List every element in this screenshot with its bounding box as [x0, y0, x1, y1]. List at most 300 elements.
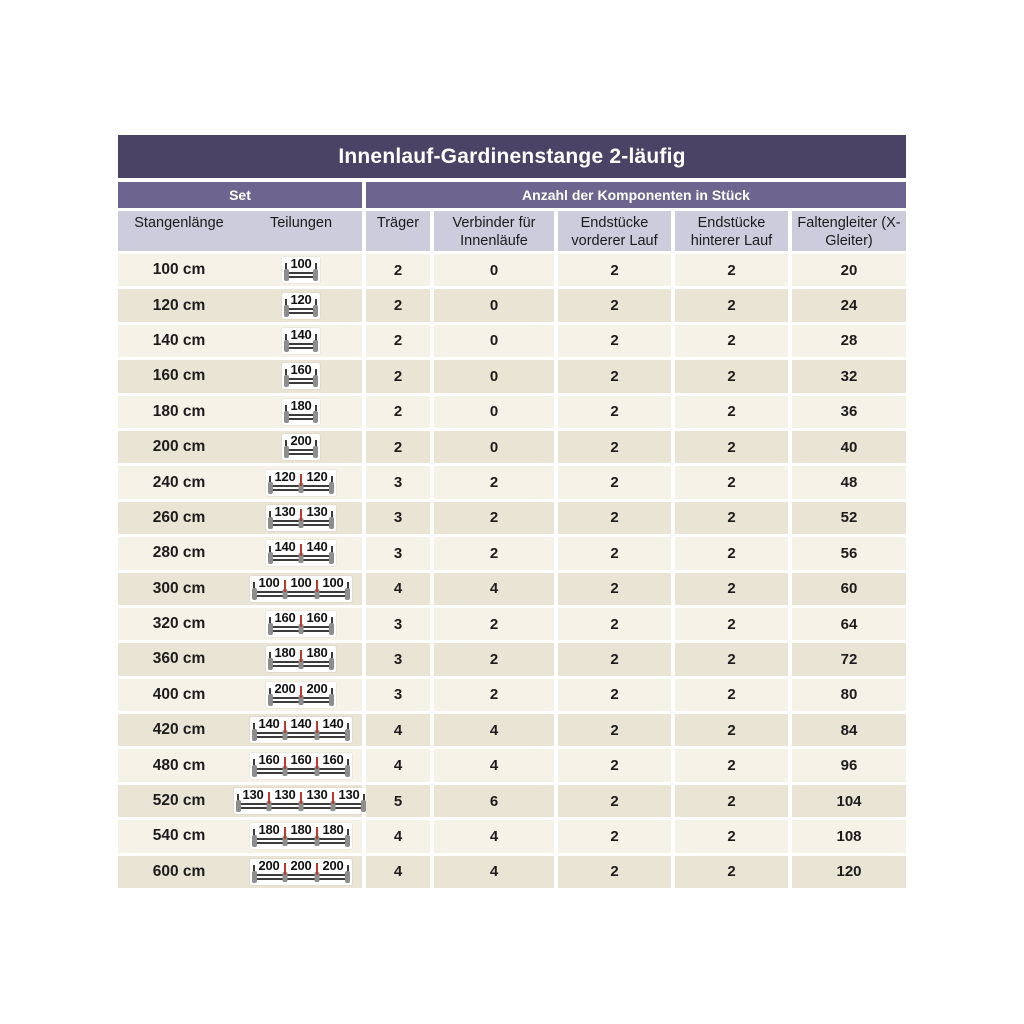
segment-length: 130 — [274, 503, 296, 519]
product-table — [118, 135, 906, 888]
rod-length-label: 400 cm — [152, 685, 206, 703]
divisions-cell — [240, 399, 362, 425]
rod-endcap-icon — [345, 588, 350, 600]
end-front-count: 2 — [558, 325, 671, 357]
division-measurements — [285, 399, 317, 412]
gleiter-count: 64 — [792, 608, 906, 640]
segment-length: 130 — [338, 787, 360, 803]
end-front-count: 2 — [558, 856, 671, 888]
rod-endcap-icon — [268, 623, 273, 635]
rod-division-diagram — [250, 753, 352, 779]
end-front-count: 2 — [558, 785, 671, 817]
rod-endcap-icon — [313, 446, 318, 458]
traeger-count: 5 — [366, 785, 430, 817]
rod-endcap-icon — [268, 694, 273, 706]
segment-length: 180 — [290, 397, 312, 413]
end-front-count: 2 — [558, 466, 671, 498]
division-measurements — [285, 293, 317, 306]
end-back-count: 2 — [675, 431, 788, 463]
segment-length: 140 — [290, 716, 312, 732]
rod-length-label: 300 cm — [152, 579, 206, 597]
rod-length-label: 140 cm — [152, 331, 206, 349]
end-front-count: 2 — [558, 289, 671, 321]
end-back-count: 2 — [675, 679, 788, 711]
verbinder-count: 2 — [434, 466, 554, 498]
end-front-count: 2 — [558, 360, 671, 392]
traeger-count: 4 — [366, 749, 430, 781]
rod-endcap-icon — [329, 552, 334, 564]
traeger-count: 4 — [366, 820, 430, 852]
set-cell — [118, 289, 362, 321]
gleiter-count: 24 — [792, 289, 906, 321]
rod-division-diagram — [250, 576, 352, 602]
segment-length: 120 — [306, 468, 328, 484]
end-front-count: 2 — [558, 573, 671, 605]
rod-length-label: 520 cm — [152, 792, 206, 810]
end-front-count: 2 — [558, 502, 671, 534]
traeger-count: 2 — [366, 360, 430, 392]
table-row — [118, 679, 906, 711]
set-cell — [118, 466, 362, 498]
divisions-cell — [240, 646, 362, 672]
rod-division-diagram — [282, 434, 320, 460]
end-back-count: 2 — [675, 856, 788, 888]
column-header-set-group — [118, 211, 362, 251]
traeger-count: 2 — [366, 325, 430, 357]
rod-division-mark-icon — [284, 763, 286, 769]
rod-tracks — [286, 343, 316, 349]
column-header-end-back: Endstücke hinterer Lauf — [675, 211, 788, 251]
rod-icon — [253, 767, 349, 777]
rod-endcap-icon — [313, 269, 318, 281]
set-cell — [118, 679, 362, 711]
table-row — [118, 396, 906, 428]
end-back-count: 2 — [675, 608, 788, 640]
rod-icon — [269, 554, 333, 564]
rod-division-mark-icon — [332, 798, 334, 804]
rod-division-mark-icon — [316, 763, 318, 769]
rod-length-label: 320 cm — [152, 615, 206, 633]
gleiter-count: 48 — [792, 466, 906, 498]
rod-division-diagram — [266, 540, 336, 566]
traeger-count: 2 — [366, 396, 430, 428]
rod-icon — [285, 342, 317, 352]
traeger-count: 3 — [366, 679, 430, 711]
rod-endcap-icon — [345, 765, 350, 777]
rod-division-diagram — [266, 470, 336, 496]
rod-endcap-icon — [236, 800, 241, 812]
division-measurements — [285, 363, 317, 376]
traeger-count: 2 — [366, 289, 430, 321]
rod-icon — [269, 625, 333, 635]
column-header-length: Stangenlänge — [134, 215, 224, 231]
set-cell — [118, 749, 362, 781]
set-cell — [118, 820, 362, 852]
end-back-count: 2 — [675, 820, 788, 852]
rod-endcap-icon — [361, 800, 366, 812]
table-row — [118, 820, 906, 852]
end-front-count: 2 — [558, 679, 671, 711]
column-header-row — [118, 211, 906, 251]
table-row — [118, 749, 906, 781]
table-title: Innenlauf-Gardinenstange 2-läufig — [118, 135, 906, 178]
rod-tracks — [286, 308, 316, 314]
table-row — [118, 785, 906, 817]
end-back-count: 2 — [675, 714, 788, 746]
rod-length-label: 360 cm — [152, 650, 206, 668]
rod-division-mark-icon — [284, 833, 286, 839]
rod-length-label: 280 cm — [152, 544, 206, 562]
table-rows — [118, 254, 906, 888]
column-header-gleiter: Faltengleiter (X-Gleiter) — [792, 211, 906, 251]
gleiter-count: 72 — [792, 643, 906, 675]
segment-length: 180 — [306, 645, 328, 661]
rod-endcap-icon — [345, 835, 350, 847]
rod-icon — [269, 660, 333, 670]
division-measurements — [253, 576, 349, 589]
rod-tracks — [286, 378, 316, 384]
rod-icon — [269, 484, 333, 494]
traeger-count: 2 — [366, 431, 430, 463]
segment-length: 180 — [322, 822, 344, 838]
divisions-cell — [240, 257, 362, 283]
segment-length: 160 — [290, 362, 312, 378]
table-row — [118, 289, 906, 321]
segment-length: 160 — [306, 610, 328, 626]
rod-endcap-icon — [252, 871, 257, 883]
group-header-components: Anzahl der Komponenten in Stück — [366, 182, 906, 208]
verbinder-count: 0 — [434, 360, 554, 392]
segment-length: 200 — [306, 680, 328, 696]
rod-tracks — [254, 732, 348, 738]
set-cell — [118, 714, 362, 746]
rod-length-label: 420 cm — [152, 721, 206, 739]
rod-division-mark-icon — [284, 586, 286, 592]
traeger-count: 2 — [366, 254, 430, 286]
verbinder-count: 4 — [434, 573, 554, 605]
rod-endcap-icon — [252, 729, 257, 741]
end-front-count: 2 — [558, 643, 671, 675]
verbinder-count: 4 — [434, 820, 554, 852]
set-cell — [118, 573, 362, 605]
column-header-end-front: Endstücke vorderer Lauf — [558, 211, 671, 251]
rod-length-label: 240 cm — [152, 473, 206, 491]
group-header-set: Set — [118, 182, 362, 208]
verbinder-count: 0 — [434, 431, 554, 463]
gleiter-count: 40 — [792, 431, 906, 463]
rod-endcap-icon — [284, 340, 289, 352]
segment-length: 130 — [306, 787, 328, 803]
rod-endcap-icon — [268, 658, 273, 670]
rod-icon — [253, 837, 349, 847]
segment-length: 200 — [274, 680, 296, 696]
end-front-count: 2 — [558, 537, 671, 569]
gleiter-count: 104 — [792, 785, 906, 817]
rod-icon — [253, 873, 349, 883]
traeger-count: 3 — [366, 643, 430, 675]
segment-length: 200 — [290, 857, 312, 873]
rod-division-diagram — [282, 363, 320, 389]
traeger-count: 4 — [366, 856, 430, 888]
set-cell — [118, 608, 362, 640]
end-back-count: 2 — [675, 254, 788, 286]
divisions-cell — [240, 753, 362, 779]
rod-length-label: 100 cm — [152, 261, 206, 279]
end-front-count: 2 — [558, 820, 671, 852]
table-row — [118, 466, 906, 498]
gleiter-count: 108 — [792, 820, 906, 852]
segment-length: 160 — [274, 610, 296, 626]
end-back-count: 2 — [675, 643, 788, 675]
rod-endcap-icon — [252, 588, 257, 600]
verbinder-count: 2 — [434, 643, 554, 675]
rod-division-diagram — [282, 257, 320, 283]
set-cell — [118, 502, 362, 534]
end-front-count: 2 — [558, 254, 671, 286]
rod-tracks — [254, 768, 348, 774]
rod-division-diagram — [250, 823, 352, 849]
gleiter-count: 36 — [792, 396, 906, 428]
column-header-verbinder: Verbinder für Innenläufe — [434, 211, 554, 251]
rod-division-mark-icon — [316, 833, 318, 839]
segment-length: 160 — [322, 751, 344, 767]
verbinder-count: 0 — [434, 289, 554, 321]
rod-icon — [269, 519, 333, 529]
division-measurements — [285, 328, 317, 341]
rod-icon — [285, 448, 317, 458]
rod-division-mark-icon — [316, 727, 318, 733]
rod-tracks — [286, 272, 316, 278]
segment-length: 130 — [274, 787, 296, 803]
set-cell — [118, 396, 362, 428]
rod-endcap-icon — [329, 658, 334, 670]
traeger-count: 4 — [366, 573, 430, 605]
rod-division-diagram — [266, 646, 336, 672]
rod-division-mark-icon — [300, 798, 302, 804]
rod-endcap-icon — [268, 482, 273, 494]
rod-endcap-icon — [329, 517, 334, 529]
segment-length: 160 — [290, 751, 312, 767]
segment-length: 140 — [306, 539, 328, 555]
table-row — [118, 537, 906, 569]
segment-length: 160 — [258, 751, 280, 767]
rod-icon — [285, 377, 317, 387]
gleiter-count: 32 — [792, 360, 906, 392]
segment-length: 100 — [290, 256, 312, 272]
divisions-cell — [240, 823, 362, 849]
rod-division-mark-icon — [300, 692, 302, 698]
rod-length-label: 260 cm — [152, 508, 206, 526]
rod-division-diagram — [282, 293, 320, 319]
rod-endcap-icon — [329, 694, 334, 706]
divisions-cell — [240, 859, 362, 885]
rod-tracks — [254, 591, 348, 597]
verbinder-count: 0 — [434, 325, 554, 357]
end-front-count: 2 — [558, 608, 671, 640]
group-header-row — [118, 182, 906, 208]
rod-endcap-icon — [313, 411, 318, 423]
gleiter-count: 20 — [792, 254, 906, 286]
rod-endcap-icon — [313, 375, 318, 387]
column-header-divisions: Teilungen — [269, 215, 333, 231]
rod-division-diagram — [234, 788, 368, 814]
rod-length-label: 120 cm — [152, 296, 206, 314]
segment-length: 140 — [290, 326, 312, 342]
table-row — [118, 573, 906, 605]
table-row — [118, 431, 906, 463]
rod-division-mark-icon — [300, 656, 302, 662]
rod-endcap-icon — [284, 411, 289, 423]
segment-length: 180 — [290, 822, 312, 838]
rod-icon — [253, 731, 349, 741]
rod-tracks — [254, 838, 348, 844]
rod-endcap-icon — [329, 482, 334, 494]
segment-length: 180 — [258, 822, 280, 838]
rod-endcap-icon — [284, 446, 289, 458]
divisions-cell — [240, 682, 362, 708]
verbinder-count: 4 — [434, 749, 554, 781]
verbinder-count: 0 — [434, 254, 554, 286]
rod-endcap-icon — [284, 269, 289, 281]
end-back-count: 2 — [675, 325, 788, 357]
end-back-count: 2 — [675, 360, 788, 392]
rod-division-mark-icon — [268, 798, 270, 804]
end-front-count: 2 — [558, 396, 671, 428]
rod-icon — [269, 696, 333, 706]
rod-endcap-icon — [268, 517, 273, 529]
verbinder-count: 4 — [434, 856, 554, 888]
division-measurements — [253, 753, 349, 766]
rod-length-label: 540 cm — [152, 827, 206, 845]
rod-icon — [285, 271, 317, 281]
verbinder-count: 2 — [434, 679, 554, 711]
segment-length: 140 — [258, 716, 280, 732]
gleiter-count: 28 — [792, 325, 906, 357]
verbinder-count: 2 — [434, 537, 554, 569]
segment-length: 200 — [322, 857, 344, 873]
rod-division-mark-icon — [284, 869, 286, 875]
division-measurements — [253, 717, 349, 730]
table-row — [118, 360, 906, 392]
traeger-count: 3 — [366, 502, 430, 534]
end-back-count: 2 — [675, 502, 788, 534]
table-row — [118, 714, 906, 746]
rod-endcap-icon — [252, 765, 257, 777]
table-row — [118, 502, 906, 534]
segment-length: 140 — [322, 716, 344, 732]
rod-endcap-icon — [345, 871, 350, 883]
rod-endcap-icon — [284, 375, 289, 387]
rod-division-diagram — [282, 328, 320, 354]
verbinder-count: 2 — [434, 608, 554, 640]
divisions-cell — [240, 470, 362, 496]
set-cell — [118, 254, 362, 286]
column-header-traeger: Träger — [366, 211, 430, 251]
end-front-count: 2 — [558, 749, 671, 781]
segment-length: 100 — [290, 574, 312, 590]
gleiter-count: 52 — [792, 502, 906, 534]
set-cell — [118, 643, 362, 675]
rod-endcap-icon — [284, 305, 289, 317]
segment-length: 120 — [274, 468, 296, 484]
divisions-cell — [240, 434, 362, 460]
division-measurements — [285, 257, 317, 270]
rod-length-label: 600 cm — [152, 862, 206, 880]
rod-length-label: 480 cm — [152, 756, 206, 774]
gleiter-count: 96 — [792, 749, 906, 781]
rod-endcap-icon — [268, 552, 273, 564]
end-back-count: 2 — [675, 396, 788, 428]
table-row — [118, 254, 906, 286]
end-back-count: 2 — [675, 466, 788, 498]
divisions-cell — [240, 540, 362, 566]
set-cell — [118, 785, 362, 817]
end-back-count: 2 — [675, 785, 788, 817]
rod-tracks — [286, 414, 316, 420]
division-measurements — [285, 434, 317, 447]
rod-endcap-icon — [329, 623, 334, 635]
gleiter-count: 84 — [792, 714, 906, 746]
rod-tracks — [286, 449, 316, 455]
segment-length: 140 — [274, 539, 296, 555]
gleiter-count: 60 — [792, 573, 906, 605]
rod-icon — [285, 413, 317, 423]
verbinder-count: 4 — [434, 714, 554, 746]
rod-division-diagram — [266, 682, 336, 708]
segment-length: 200 — [290, 433, 312, 449]
rod-division-mark-icon — [316, 586, 318, 592]
table-row — [118, 643, 906, 675]
gleiter-count: 120 — [792, 856, 906, 888]
gleiter-count: 56 — [792, 537, 906, 569]
segment-length: 100 — [322, 574, 344, 590]
rod-division-diagram — [250, 717, 352, 743]
rod-division-diagram — [250, 859, 352, 885]
rod-length-label: 180 cm — [152, 402, 206, 420]
set-cell — [118, 856, 362, 888]
rod-endcap-icon — [252, 835, 257, 847]
rod-division-mark-icon — [300, 480, 302, 486]
segment-length: 180 — [274, 645, 296, 661]
verbinder-count: 0 — [434, 396, 554, 428]
rod-tracks — [254, 874, 348, 880]
divisions-cell — [240, 328, 362, 354]
rod-icon — [237, 802, 365, 812]
rod-division-mark-icon — [300, 515, 302, 521]
rod-division-diagram — [282, 399, 320, 425]
table-row — [118, 325, 906, 357]
end-back-count: 2 — [675, 573, 788, 605]
traeger-count: 3 — [366, 537, 430, 569]
end-back-count: 2 — [675, 537, 788, 569]
divisions-cell — [240, 576, 362, 602]
end-front-count: 2 — [558, 431, 671, 463]
set-cell — [118, 325, 362, 357]
divisions-cell — [240, 293, 362, 319]
rod-length-label: 200 cm — [152, 438, 206, 456]
division-measurements — [253, 859, 349, 872]
divisions-cell — [240, 611, 362, 637]
segment-length: 130 — [306, 503, 328, 519]
end-back-count: 2 — [675, 749, 788, 781]
segment-length: 120 — [290, 291, 312, 307]
divisions-cell — [240, 363, 362, 389]
rod-length-label: 160 cm — [152, 367, 206, 385]
rod-division-mark-icon — [316, 869, 318, 875]
division-measurements — [253, 823, 349, 836]
end-front-count: 2 — [558, 714, 671, 746]
rod-division-diagram — [266, 505, 336, 531]
